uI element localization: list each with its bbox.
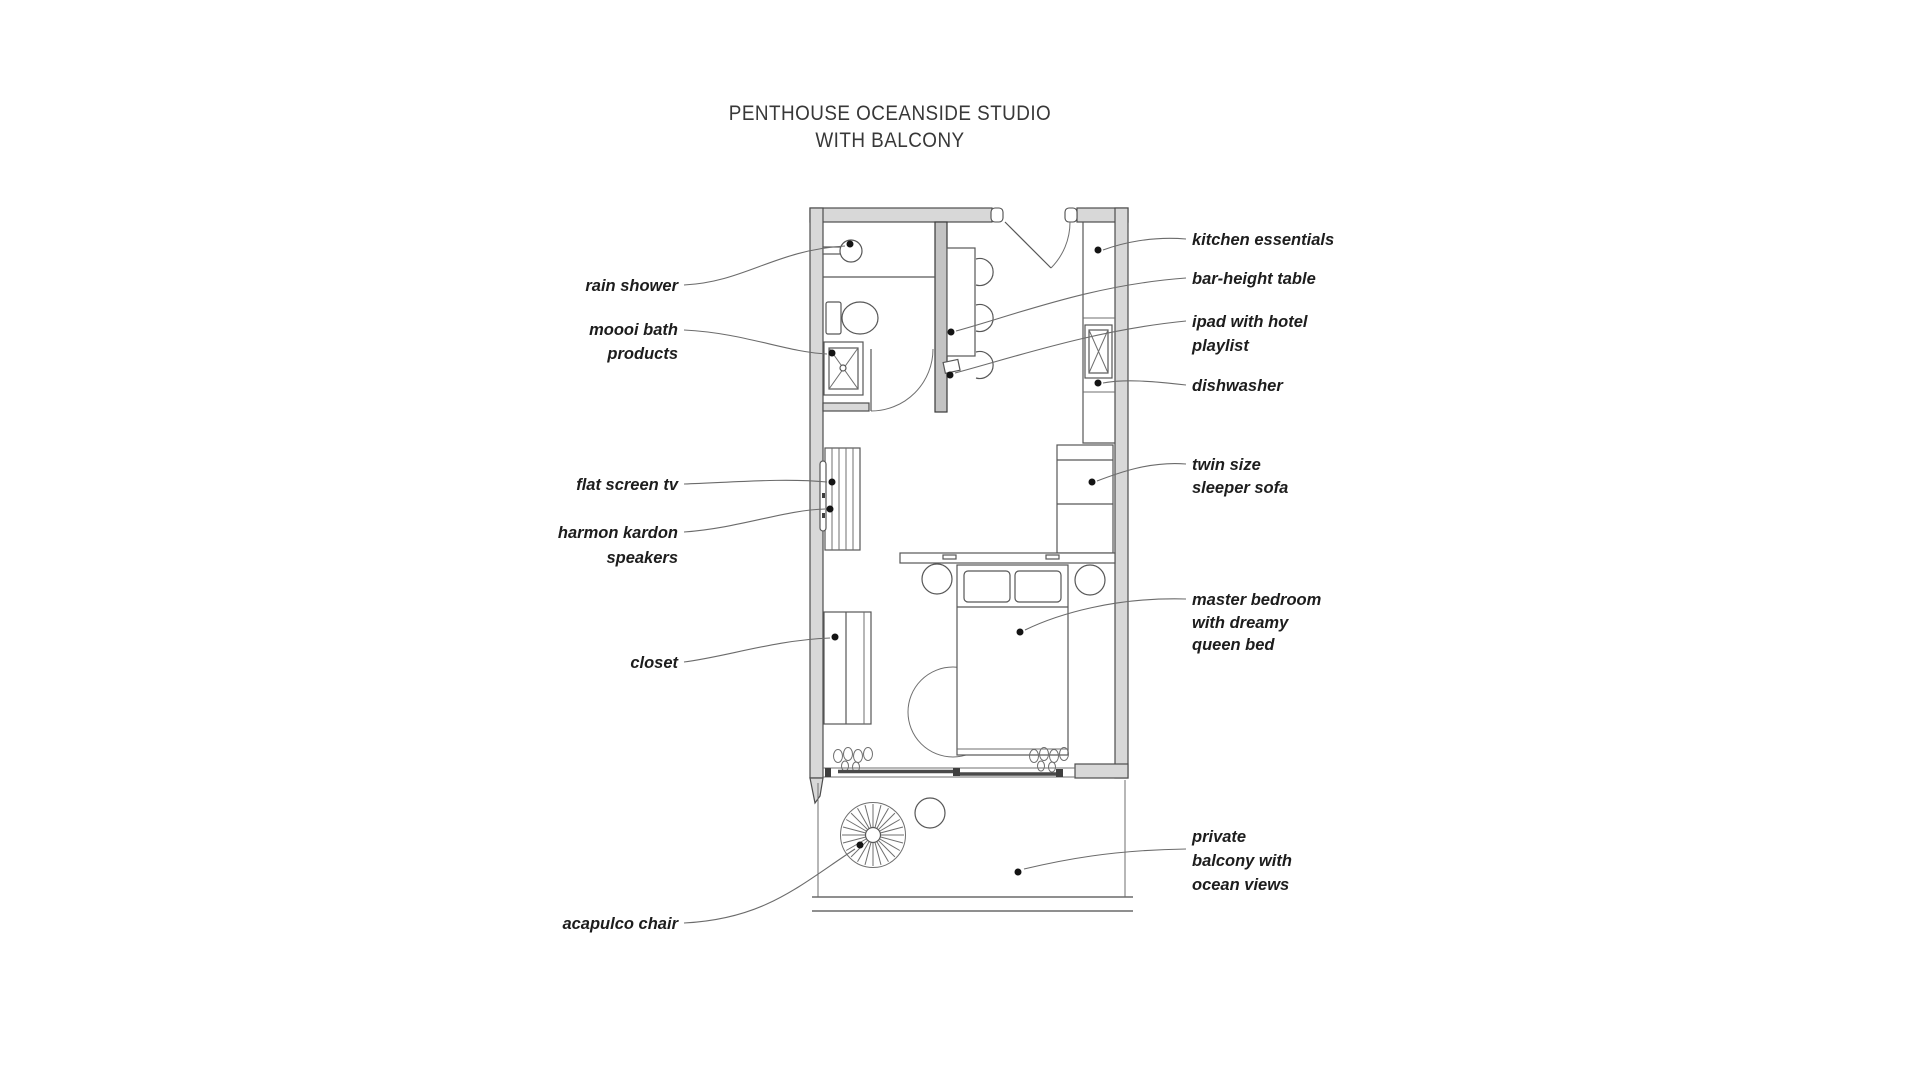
label-moooi-bath-products-line1: moooi bath: [589, 321, 678, 339]
leader-dot-master-bedroom: [1017, 629, 1024, 636]
leader-dot-harmon-kardon-speakers: [827, 506, 834, 513]
label-moooi-bath-products-line2: products: [607, 345, 678, 363]
leader-dot-flat-screen-tv: [829, 479, 836, 486]
label-harmon-kardon-speakers-line2: speakers: [606, 549, 678, 567]
closet-icon: [824, 612, 871, 724]
nightstand-right-icon: [1075, 565, 1105, 595]
queen-bed-icon: [957, 565, 1068, 755]
tv-console: [825, 448, 860, 550]
toilet-icon: [826, 302, 878, 334]
balcony-railing: [812, 897, 1133, 911]
leader-dot-moooi-bath-products: [829, 350, 836, 357]
acapulco-chair-icon: [841, 803, 906, 868]
entry-jamb-right: [1065, 208, 1077, 222]
bedroom: [823, 553, 1115, 777]
entry-area: [943, 222, 1070, 379]
sliding-glass-door: [823, 768, 1075, 777]
label-ipad-hotel-playlist-line1: ipad with hotel: [1192, 313, 1308, 331]
leader-private-balcony: [1015, 849, 1187, 876]
page-title: [729, 102, 1051, 152]
ipad-icon: [943, 359, 960, 373]
leader-dishwasher: [1095, 380, 1187, 387]
bar-height-table-icon: [947, 248, 975, 356]
label-ipad-hotel-playlist-line2: playlist: [1192, 337, 1249, 355]
label-master-bedroom-line2: with dreamy: [1192, 614, 1289, 632]
label-master-bedroom-line1: master bedroom: [1192, 591, 1322, 609]
bar-chair-icon: [976, 259, 993, 286]
label-private-balcony-line3: ocean views: [1192, 876, 1290, 894]
labels-left: [558, 277, 680, 933]
leader-dot-private-balcony: [1015, 869, 1022, 876]
nightstand-left-icon: [922, 564, 952, 594]
label-dishwasher: dishwasher: [1192, 377, 1283, 395]
balcony-side-table-icon: [915, 798, 945, 828]
living-area: [820, 445, 1113, 553]
wall-bathroom-bottom: [823, 403, 869, 411]
wall-right: [1115, 208, 1128, 778]
bathroom: [823, 240, 935, 411]
bar-chair-icon: [976, 305, 993, 332]
entry-jamb-left: [991, 208, 1003, 222]
label-master-bedroom-line3: queen bed: [1192, 636, 1275, 654]
leader-ipad-hotel-playlist: [947, 321, 1187, 379]
label-rain-shower: rain shower: [585, 277, 678, 295]
leader-dot-twin-sleeper-sofa: [1089, 479, 1096, 486]
label-twin-sleeper-sofa-line1: twin size: [1192, 456, 1261, 474]
speaker-icon: [822, 513, 825, 518]
leader-kitchen-essentials: [1095, 238, 1187, 253]
headboard-shelf: [900, 553, 1115, 563]
label-private-balcony-line1: private: [1192, 828, 1247, 846]
leader-dot-bar-height-table: [948, 329, 955, 336]
leader-dot-rain-shower: [847, 241, 854, 248]
label-flat-screen-tv: flat screen tv: [576, 476, 678, 494]
leader-dot-acapulco-chair: [857, 842, 864, 849]
bathroom-door: [871, 349, 933, 411]
label-bar-height-table: bar-height table: [1192, 270, 1316, 288]
page-title-line2: WITH BALCONY: [815, 129, 965, 153]
label-private-balcony-line2: balcony with: [1192, 852, 1292, 870]
wall-left-tip: [810, 778, 823, 803]
leader-bar-height-table: [948, 278, 1187, 336]
labels-right: [1191, 231, 1334, 894]
leader-dot-ipad-hotel-playlist: [947, 372, 954, 379]
pillow-icon: [964, 571, 1010, 602]
leader-dot-kitchen-essentials: [1095, 247, 1102, 254]
label-harmon-kardon-speakers-line1: harmon kardon: [557, 524, 678, 542]
label-twin-sleeper-sofa-line2: sleeper sofa: [1192, 479, 1289, 497]
leader-dot-closet: [832, 634, 839, 641]
label-closet: closet: [630, 654, 678, 672]
label-kitchen-essentials: kitchen essentials: [1192, 231, 1335, 249]
entry-door: [1005, 222, 1070, 268]
speaker-icon: [822, 493, 825, 498]
wall-top-left: [810, 208, 992, 222]
vanity-sink-icon: [824, 342, 863, 395]
leader-dot-dishwasher: [1095, 380, 1102, 387]
label-acapulco-chair: acapulco chair: [562, 915, 678, 933]
pillow-icon: [1015, 571, 1061, 602]
leader-rain-shower: [684, 241, 854, 286]
wall-bottom-right-stub: [1075, 764, 1128, 778]
sleeper-sofa-icon: [1057, 445, 1113, 553]
page-title-line1: PENTHOUSE OCEANSIDE STUDIO: [728, 102, 1052, 126]
wall-bathroom-divider: [935, 222, 947, 412]
